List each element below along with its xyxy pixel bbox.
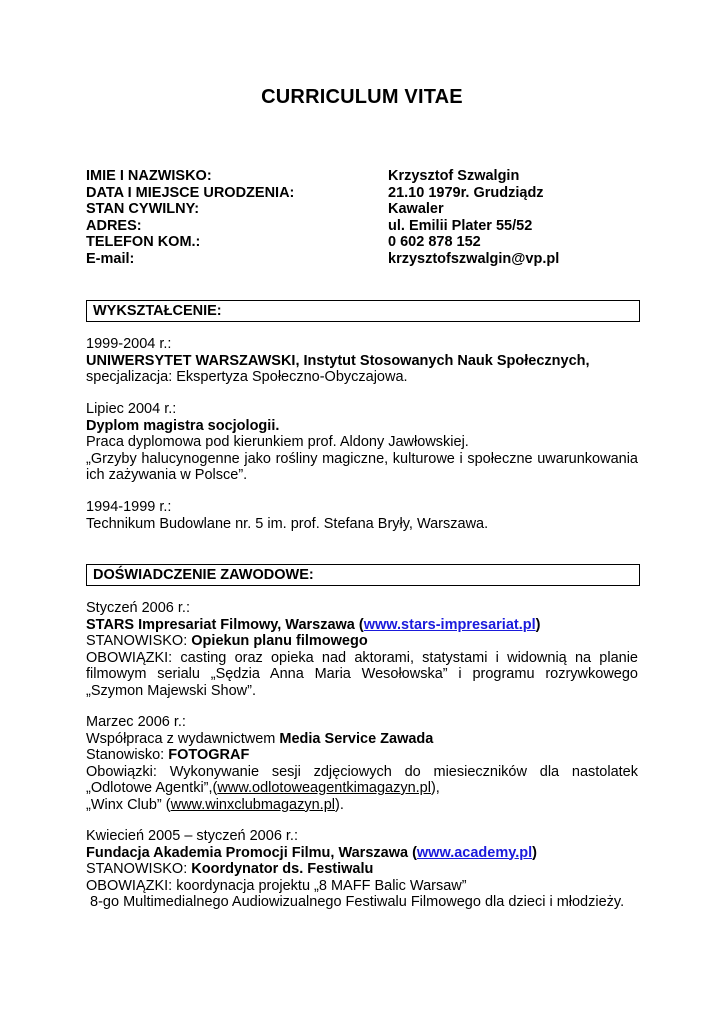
experience-entry-media-service [86, 714, 638, 813]
personal-label: IMIE I NAZWISKO: [86, 168, 212, 184]
entry-position [86, 861, 638, 878]
entry-date: Styczeń 2006 r.: [86, 600, 190, 616]
personal-label: ADRES: [86, 217, 142, 234]
entry-date: Kwiecień 2005 – styczeń 2006 r.: [86, 828, 298, 844]
paren-close: ) [532, 844, 537, 861]
personal-data [86, 168, 646, 267]
personal-label: STAN CYWILNY: [86, 201, 200, 217]
entry-duties-continued: 8-go Multimedialnego Audiowizualnego Festiwalu Filmowego dla dzieci i młodzieży. [86, 894, 625, 910]
entry-institution [86, 353, 638, 370]
page-title: CURRICULUM VITAE [261, 86, 463, 108]
entry-magazine-1 [86, 780, 638, 797]
personal-row-phone [86, 234, 646, 251]
position-label: STANOWISKO: [86, 861, 192, 877]
entry-duties [86, 650, 638, 700]
entry-position [86, 747, 638, 764]
entry-date: 1999-2004 r.: [86, 336, 172, 352]
duties-text: casting oraz opieka nad aktorami, statystami i widownią na planie filmowym serialu „Sędzia Anna Maria Wesołowska” i programu rozrywkowego „Szymon Majewski Show”. [86, 649, 638, 699]
personal-label: DATA I MIEJSCE URODZENIA: [86, 184, 295, 201]
entry-specialization: specjalizacja: Ekspertyza Społeczno-Obyczajowa. [86, 369, 408, 385]
entry-company [86, 845, 638, 862]
magazine-website-link[interactable]: www.winxclubmagazyn.pl [170, 796, 335, 813]
personal-value: ul. Emilii Plater 55/52 [388, 217, 533, 234]
paren-close: ), [430, 780, 440, 796]
education-entry-school [86, 499, 638, 532]
personal-label: E-mail: [86, 250, 135, 267]
company-name: Media Service Zawada [279, 730, 434, 747]
magazine-website-link[interactable]: www.odlotoweagentkimagazyn.pl [217, 780, 431, 796]
position-value: FOTOGRAF [168, 747, 250, 763]
entry-duties: OBOWIĄZKI: koordynacja projektu „8 MAFF Balic Warsaw” [86, 877, 467, 894]
experience-header: DOŚWIADCZENIE ZAWODOWE: [86, 564, 640, 586]
position-value: Opiekun planu filmowego [191, 633, 368, 649]
entry-date: Marzec 2006 r.: [86, 714, 186, 730]
entry-thesis: Praca dyplomowa pod kierunkiem prof. Aldony Jawłowskiej. [86, 434, 469, 450]
cooperation-label: Współpraca z wydawnictwem [86, 730, 280, 747]
position-label: Stanowisko: [86, 747, 169, 763]
magazine-name: „Odlotowe Agentki”,( [86, 780, 218, 796]
entry-thesis-topic: „Grzyby halucynogenne jako rośliny magiczne, kulturowe i społeczne uwarunkowania ich zażywania w Polsce”. [86, 450, 638, 483]
company-website-link[interactable]: www.stars-impresariat.pl [363, 616, 536, 633]
personal-value: 0 602 878 152 [388, 234, 481, 250]
entry-school: Technikum Budowlane nr. 5 im. prof. Stefana Bryły, Warszawa. [86, 515, 489, 532]
paren-close: ). [335, 796, 344, 813]
education-entry-university [86, 336, 638, 386]
position-label: STANOWISKO: [86, 633, 192, 649]
entry-date: 1994-1999 r.: [86, 499, 172, 515]
experience-entry-stars [86, 600, 638, 699]
entry-position [86, 633, 638, 650]
paren-close: ) [535, 616, 541, 633]
experience-entry-academy [86, 828, 638, 911]
personal-value: krzysztofszwalgin@vp.pl [388, 250, 560, 267]
position-value: Koordynator ds. Festiwalu [191, 861, 374, 877]
university-name: UNIWERSYTET WARSZAWSKI, [86, 352, 300, 369]
duties-label: OBOWIĄZKI: [86, 649, 173, 666]
personal-row-address [86, 218, 646, 235]
personal-value: 21.10 1979r. Grudziądz [388, 184, 544, 201]
personal-row-birth [86, 185, 646, 202]
education-entry-degree [86, 401, 638, 484]
personal-value: Kawaler [388, 201, 444, 217]
magazine-name: „Winx Club” ( [86, 796, 171, 813]
personal-row-email [86, 251, 646, 268]
institute-name: Instytut Stosowanych Nauk Społecznych, [299, 352, 590, 369]
personal-label: TELEFON KOM.: [86, 234, 201, 250]
entry-duties: Obowiązki: Wykonywanie sesji zdjęciowych do miesieczników dla nastolatek [86, 763, 638, 780]
entry-company [86, 617, 638, 634]
company-name: STARS Impresariat Filmowy, Warszawa ( [86, 616, 364, 633]
personal-row-marital [86, 201, 646, 218]
entry-degree: Dyplom magistra socjologii. [86, 417, 280, 434]
personal-value: Krzysztof Szwalgin [388, 168, 520, 184]
entry-magazine-2 [86, 797, 638, 814]
company-website-link[interactable]: www.academy.pl [416, 844, 533, 861]
entry-date: Lipiec 2004 r.: [86, 401, 177, 417]
entry-cooperation [86, 731, 638, 748]
education-header: WYKSZTAŁCENIE: [86, 300, 640, 322]
personal-row-name [86, 168, 646, 185]
company-name: Fundacja Akademia Promocji Filmu, Warszawa ( [86, 844, 417, 861]
